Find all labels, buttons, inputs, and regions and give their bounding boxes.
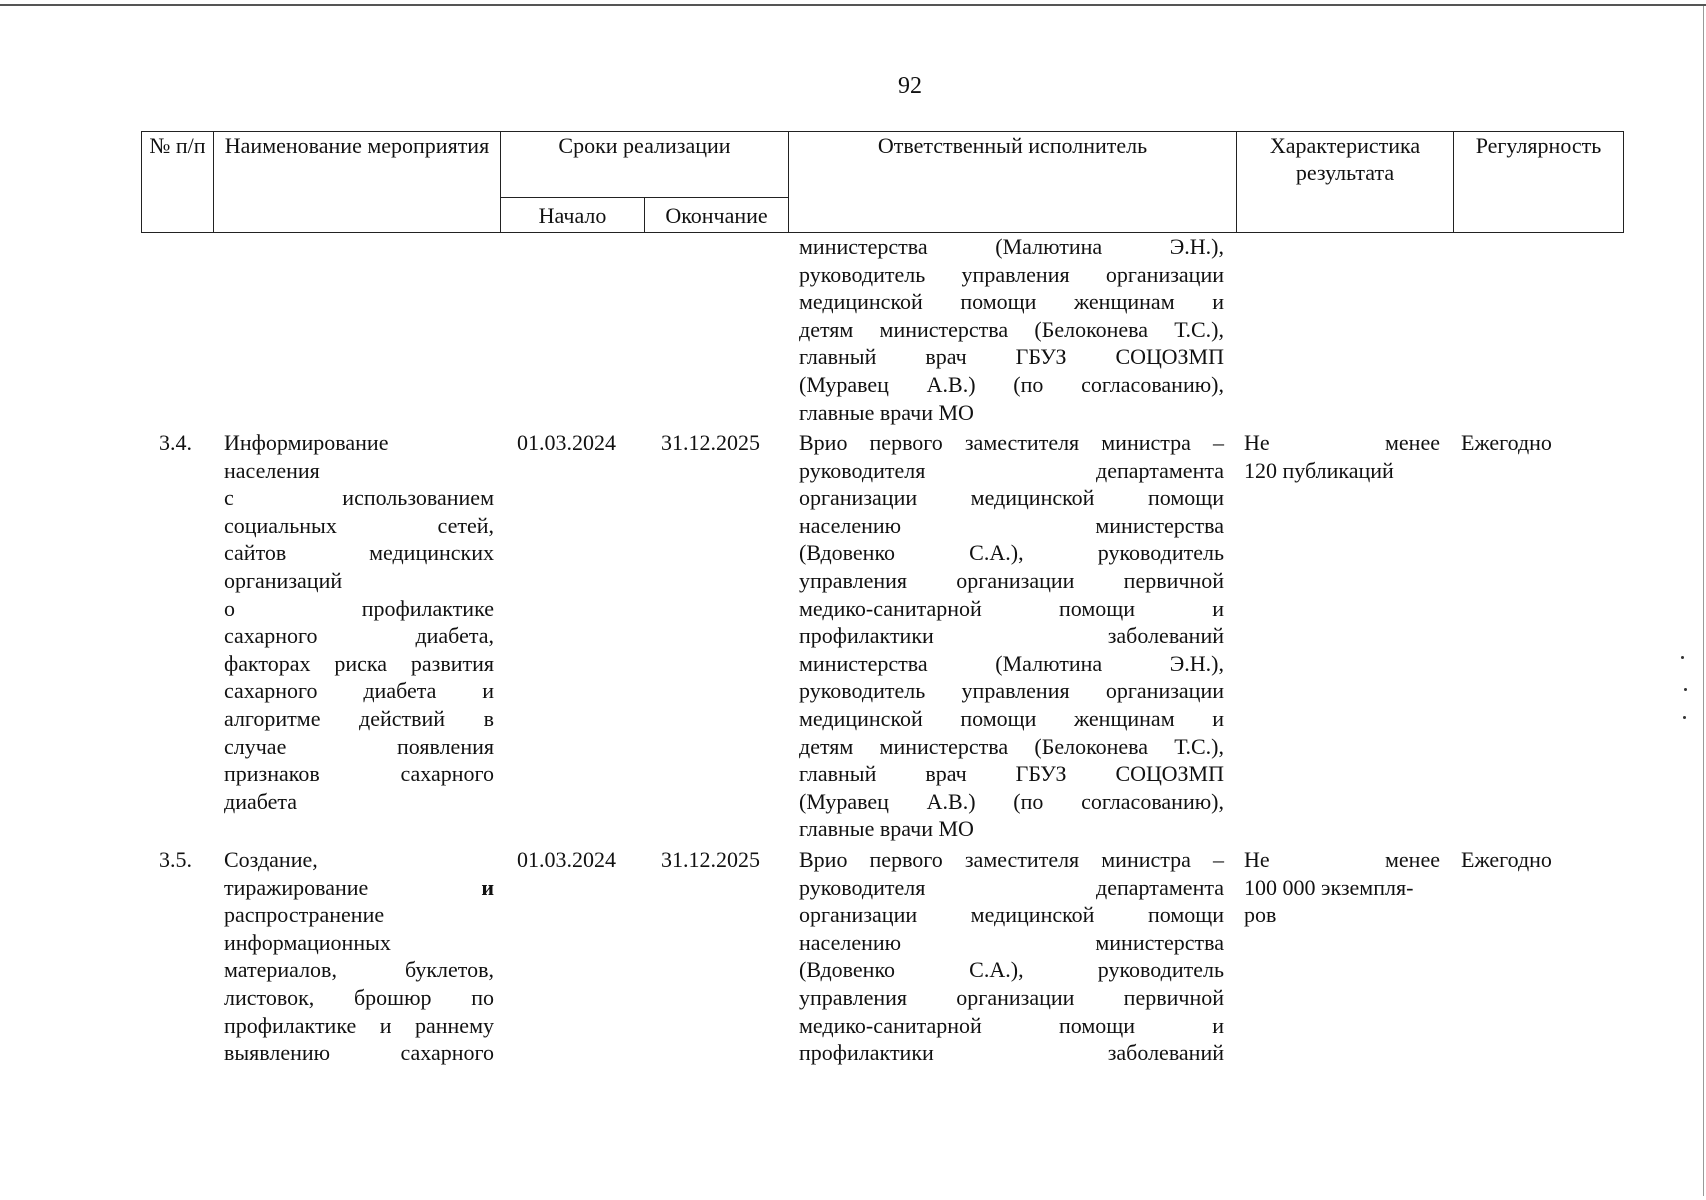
text-line: детям министерства (Белоконева Т.С.), (799, 316, 1224, 342)
text-line: медико-санитарной помощи и (799, 1012, 1224, 1038)
text-word: тиражирование (224, 874, 369, 900)
text-line: организации медицинской помощи (799, 902, 1224, 928)
text-line: главные врачи МО (799, 399, 974, 425)
header-name: Наименование мероприятия (214, 132, 501, 233)
text-line (224, 874, 494, 902)
header-result: Характеристика результата (1237, 132, 1454, 233)
text-line: Информирование (224, 430, 389, 455)
scan-speck (1683, 716, 1686, 719)
text-line: случае появления (224, 733, 494, 759)
text-line: (Муравец А.В.) (по согласованию), (799, 371, 1224, 397)
text-line: медико-санитарной помощи и (799, 595, 1224, 621)
text-line: медицинской помощи женщинам и (799, 289, 1224, 315)
text-word: и (481, 874, 494, 900)
scan-right-edge (1703, 6, 1704, 1196)
header-responsible: Ответственный исполнитель (789, 132, 1237, 233)
text-line: населению министерства (799, 512, 1224, 538)
text-line: управления организации первичной (799, 567, 1224, 593)
event-name-cell (224, 846, 494, 1067)
text-line: (Вдовенко С.А.), руководитель (799, 957, 1224, 983)
text-line: профилактики заболеваний (799, 1040, 1224, 1066)
regularity-cell: Ежегодно (1461, 847, 1552, 872)
text-line: о профилактике (224, 595, 494, 621)
text-line: материалов, буклетов, (224, 957, 494, 983)
text-line: Создание, (224, 847, 318, 872)
page-number: 92 (898, 73, 922, 99)
text-line: признаков сахарного (224, 761, 494, 787)
header-num: № п/п (142, 132, 214, 233)
start-date: 01.03.2024 (517, 847, 616, 872)
text-line: сайтов медицинских (224, 540, 494, 566)
text-line: Врио первого заместителя министра – (799, 430, 1224, 455)
header-regularity: Регулярность (1454, 132, 1624, 233)
text-line: алгоритме действий в (224, 705, 494, 731)
text-line: с использованием (224, 485, 494, 511)
result-cell (1244, 846, 1440, 929)
text-line: главный врач ГБУЗ СОЦОЗМП (799, 761, 1224, 787)
text-line: выявлению сахарного (224, 1040, 494, 1066)
text-line: ров (1244, 902, 1277, 928)
text-line: диабета (224, 788, 298, 814)
result-cell (1244, 429, 1440, 484)
scan-speck (1684, 688, 1687, 691)
text-line: сахарного диабета, (224, 623, 494, 649)
table-header (141, 131, 1624, 233)
text-line: информационных (224, 929, 391, 955)
text-line: распространение (224, 902, 385, 928)
text-line: главные врачи МО (799, 816, 974, 842)
text-line: Не менее (1244, 847, 1440, 872)
text-line: факторах риска развития (224, 650, 494, 676)
header-end: Окончание (645, 198, 789, 233)
text-line: (Вдовенко С.А.), руководитель (799, 540, 1224, 566)
regularity-cell: Ежегодно (1461, 430, 1552, 455)
text-line: организаций (224, 567, 343, 593)
text-line: населения (224, 457, 320, 483)
end-date: 31.12.2025 (661, 847, 760, 872)
end-date: 31.12.2025 (661, 430, 760, 455)
header-start: Начало (501, 198, 645, 233)
text-line: организации медицинской помощи (799, 485, 1224, 511)
text-line: листовок, брошюр по (224, 984, 494, 1010)
text-line: руководитель управления организации (799, 261, 1224, 287)
header-dates: Сроки реализации (501, 132, 789, 198)
event-name-cell (224, 429, 494, 815)
text-line: управления организации первичной (799, 984, 1224, 1010)
row-number: 3.4. (159, 430, 192, 455)
text-line: руководителя департамента (799, 874, 1224, 900)
start-date: 01.03.2024 (517, 430, 616, 455)
text-line: главный врач ГБУЗ СОЦОЗМП (799, 344, 1224, 370)
text-line: 100 000 экземпля- (1244, 874, 1414, 900)
text-line: населению министерства (799, 929, 1224, 955)
responsible-cell (799, 233, 1224, 426)
text-line: министерства (Малютина Э.Н.), (799, 234, 1224, 259)
text-line: 120 публикаций (1244, 457, 1394, 483)
text-line: детям министерства (Белоконева Т.С.), (799, 733, 1224, 759)
text-line: Не менее (1244, 430, 1440, 455)
text-line: профилактики заболеваний (799, 623, 1224, 649)
row-number: 3.5. (159, 847, 192, 872)
responsible-cell (799, 429, 1224, 843)
scan-speck (1681, 656, 1684, 659)
text-line: профилактике и раннему (224, 1012, 494, 1038)
text-line: министерства (Малютина Э.Н.), (799, 650, 1224, 676)
text-line: социальных сетей, (224, 512, 494, 538)
text-line: сахарного диабета и (224, 678, 494, 704)
text-line: (Муравец А.В.) (по согласованию), (799, 788, 1224, 814)
responsible-cell (799, 846, 1224, 1067)
text-line: руководителя департамента (799, 457, 1224, 483)
text-line: медицинской помощи женщинам и (799, 705, 1224, 731)
scan-top-edge (0, 4, 1706, 6)
text-line: руководитель управления организации (799, 678, 1224, 704)
text-line: Врио первого заместителя министра – (799, 847, 1224, 872)
